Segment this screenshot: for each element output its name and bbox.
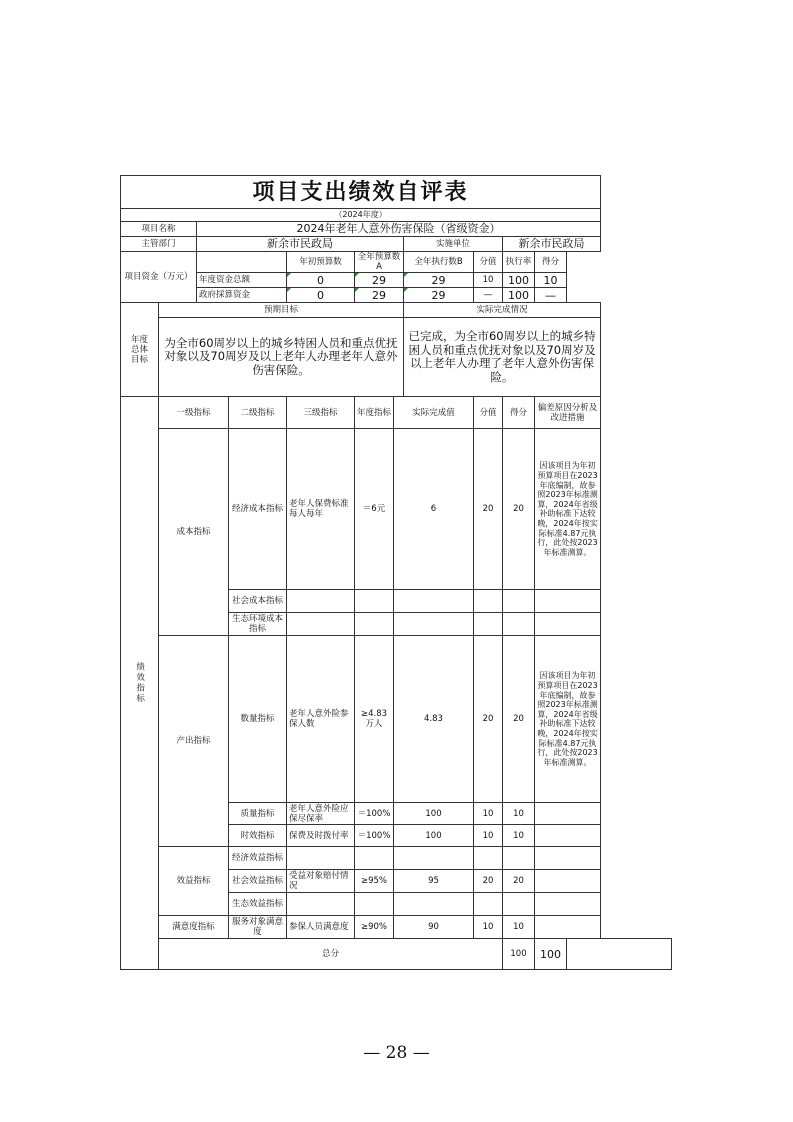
l2-social-benefit: 社会效益指标 <box>229 870 287 893</box>
funds-header-score-val: 分值 <box>474 252 503 273</box>
table-title: 项目支出绩效自评表 <box>121 176 601 209</box>
total-value: 100 <box>503 939 535 970</box>
value-service: 10 <box>474 916 503 939</box>
total-score: 100 <box>535 939 567 970</box>
actual-result-header: 实际完成情况 <box>404 303 601 318</box>
funds-score: 10 <box>535 273 567 288</box>
goal-label: 年度总体目标 <box>121 303 159 397</box>
project-name: 2024年老年人意外伤害保险（省级资金） <box>197 222 601 237</box>
header-target: 年度指标 <box>355 397 394 429</box>
l2-service: 服务对象满意度 <box>229 916 287 939</box>
funds-header-rate: 执行率 <box>503 252 535 273</box>
impl-label: 实施单位 <box>404 237 503 252</box>
actual-econ-cost: 6 <box>394 429 474 590</box>
funds-rate: 100 <box>503 288 535 303</box>
value-social-benefit: 20 <box>474 870 503 893</box>
dept-label: 主管部门 <box>121 237 197 252</box>
score-timely: 10 <box>503 825 535 847</box>
funds-rate: 100 <box>503 273 535 288</box>
funds-score-val: 10 <box>474 273 503 288</box>
actual-result-text: 已完成，为全市60周岁以上的城乡特困人员和重点优抚对象以及70周岁及以上老年人办理了老年人意外伤害保险。 <box>404 318 601 397</box>
header-value: 分值 <box>474 397 503 429</box>
actual-service: 90 <box>394 916 474 939</box>
actual-quantity: 4.83 <box>394 636 474 803</box>
actual-timely: 100 <box>394 825 474 847</box>
target-timely: ＝100% <box>355 825 394 847</box>
funds-exec: 29 <box>404 273 474 288</box>
funds-budget: 29 <box>355 288 404 303</box>
funds-header-exec: 全年执行数B <box>404 252 474 273</box>
l2-quantity: 数量指标 <box>229 636 287 803</box>
funds-row-name: 政府採算资金 <box>197 288 287 303</box>
performance-evaluation-table <box>120 175 672 970</box>
funds-score-val: — <box>474 288 503 303</box>
score-quantity: 20 <box>503 636 535 803</box>
l3-timely: 保费及时拨付率 <box>287 825 355 847</box>
impl-value: 新余市民政局 <box>503 237 601 252</box>
fiscal-year: （2024年度） <box>121 209 601 222</box>
l1-output: 产出指标 <box>159 636 229 847</box>
reason-quantity: 因该项目为年初预算项目在2023年底编制，故参照2023年标准测算，2024年省级补助标准下达较晚，2024年按实际标准4.87元执行，此处按2023年标准测算。 <box>535 636 601 803</box>
value-econ-cost: 20 <box>474 429 503 590</box>
score-quality: 10 <box>503 803 535 825</box>
header-l1: 一级指标 <box>159 397 229 429</box>
target-service: ≥90% <box>355 916 394 939</box>
l3-quantity: 老年人意外险参保人数 <box>287 636 355 803</box>
l2-eco-benefit: 生态效益指标 <box>229 893 287 916</box>
page-number: — 28 — <box>363 1043 430 1063</box>
value-quantity: 20 <box>474 636 503 803</box>
funds-header-score: 得分 <box>535 252 567 273</box>
funds-header-budget: 全年预算数A <box>355 252 404 273</box>
l2-timely: 时效指标 <box>229 825 287 847</box>
l3-econ-cost: 老年人保费标准每人每年 <box>287 429 355 590</box>
header-reason: 偏差原因分析及改进措施 <box>535 397 601 429</box>
target-quality: ＝100% <box>355 803 394 825</box>
l1-benefit: 效益指标 <box>159 847 229 916</box>
l2-quality: 质量指标 <box>229 803 287 825</box>
l2-eco-cost: 生态环境成本指标 <box>229 613 287 636</box>
score-social-benefit: 20 <box>503 870 535 893</box>
header-l3: 三级指标 <box>287 397 355 429</box>
header-score: 得分 <box>503 397 535 429</box>
indicators-label: 绩效指标 <box>121 397 159 970</box>
l2-social-cost: 社会成本指标 <box>229 590 287 613</box>
funds-exec: 29 <box>404 288 474 303</box>
l3-social-benefit: 受益对象赔付情况 <box>287 870 355 893</box>
l3-quality: 老年人意外险应保尽保率 <box>287 803 355 825</box>
target-quantity: ≥4.83万人 <box>355 636 394 803</box>
score-service: 10 <box>503 916 535 939</box>
total-label: 总分 <box>159 939 503 970</box>
reason-econ-cost: 因该项目为年初预算项目在2023年底编制，故参照2023年标准测算，2024年省级补助标准下达较晚，2024年按实际标准4.87元执行，此处按2023年标准测算。 <box>535 429 601 590</box>
actual-social-benefit: 95 <box>394 870 474 893</box>
funds-budget: 29 <box>355 273 404 288</box>
score-econ-cost: 20 <box>503 429 535 590</box>
value-timely: 10 <box>474 825 503 847</box>
l3-service: 参保人员满意度 <box>287 916 355 939</box>
l1-cost: 成本指标 <box>159 429 229 636</box>
l1-satisfaction: 满意度指标 <box>159 916 229 939</box>
header-actual: 实际完成值 <box>394 397 474 429</box>
funds-score: — <box>535 288 567 303</box>
expected-goal-text: 为全市60周岁以上的城乡特困人员和重点优抚对象以及70周岁及以上老年人办理老年人意外伤害保险。 <box>159 318 404 397</box>
dept-value: 新余市民政局 <box>197 237 404 252</box>
funds-header-initial: 年初预算数 <box>287 252 355 273</box>
target-econ-cost: ＝6元 <box>355 429 394 590</box>
l2-econ-cost: 经济成本指标 <box>229 429 287 590</box>
funds-initial: 0 <box>287 288 355 303</box>
funds-label: 项目资金（万元） <box>121 252 197 303</box>
project-name-label: 项目名称 <box>121 222 197 237</box>
value-quality: 10 <box>474 803 503 825</box>
target-social-benefit: ≥95% <box>355 870 394 893</box>
actual-quality: 100 <box>394 803 474 825</box>
l2-econ-benefit: 经济效益指标 <box>229 847 287 870</box>
funds-row-name: 年度资金总额 <box>197 273 287 288</box>
expected-goal-header: 预期目标 <box>159 303 404 318</box>
header-l2: 二级指标 <box>229 397 287 429</box>
funds-initial: 0 <box>287 273 355 288</box>
